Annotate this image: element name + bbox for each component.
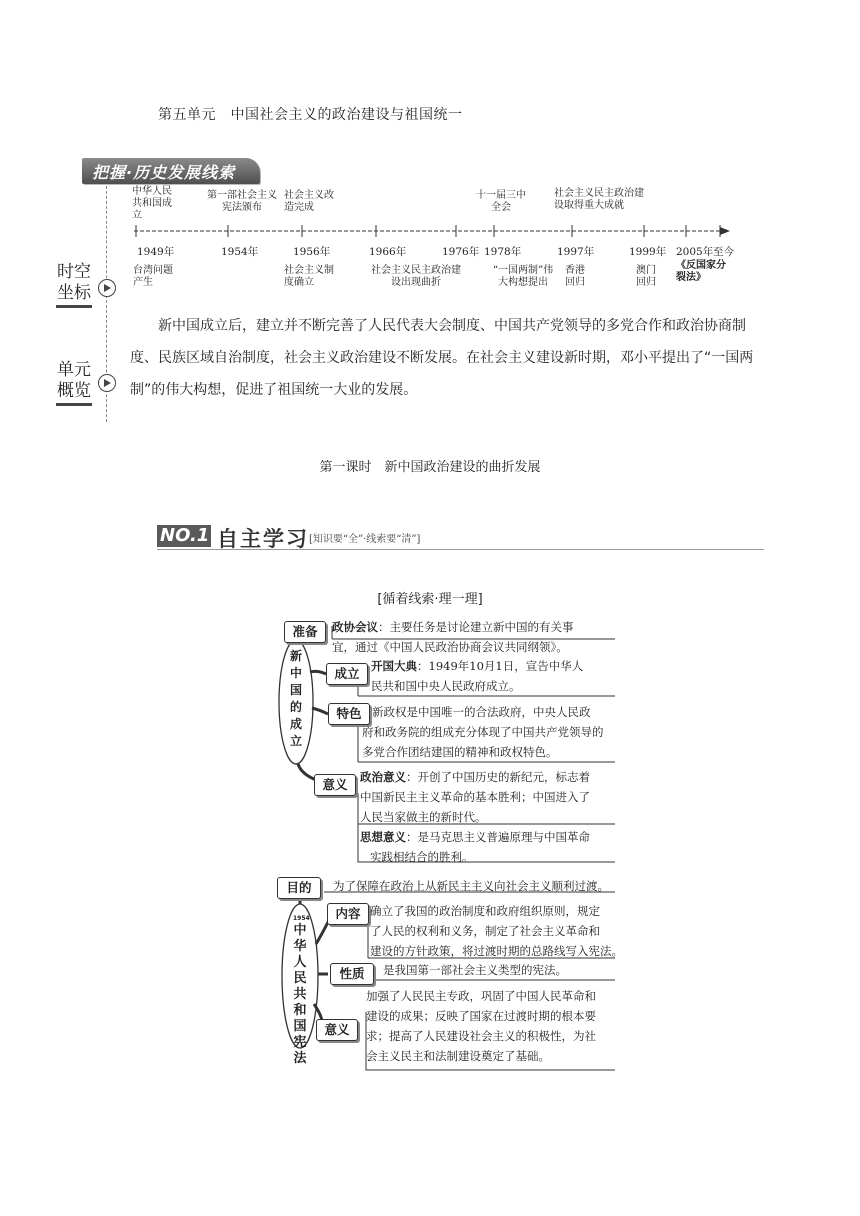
mindmap1-branch-text xyxy=(362,702,604,762)
section-badge: NO.1 xyxy=(157,525,211,547)
section-subtitle: [知识要“全”·线索要“清”] xyxy=(309,534,421,545)
mindmap-line: 确立了我国的政治制度和政府组织原则，规定 xyxy=(370,904,600,918)
mindmap1-branch-text: 政治意义：开创了中国历史的新纪元，标志着 中国新民主主义革命的基本胜利；中国进入了 人民当家做主的新时代。 思想意义：是马克思主义普遍原理与中国革命 实践相结合的胜利。 xyxy=(360,767,590,867)
timeline-bottom-event: 澳门回归 xyxy=(636,265,656,288)
mindmap-line: 新政权是中国唯一的合法政府，中央人民政 xyxy=(372,705,591,719)
side-label-overview xyxy=(54,360,94,402)
mindmap-line: 建设的方针政策，将过渡时期的总路线写入宪法。 xyxy=(370,944,623,958)
mindmap-line: 会主义民主和法制建设奠定了基础。 xyxy=(366,1049,550,1063)
mindmap2-branch-text: 为了保障在政治上从新民主主义向社会主义顺利过渡。 xyxy=(333,879,609,893)
play-icon xyxy=(98,374,116,392)
mindmap2-branch-text: 是我国第一部社会主义类型的宪法。 xyxy=(383,963,567,977)
mindmap2-branch-text xyxy=(366,986,596,1066)
mindmap-line: 实践相结合的胜利。 xyxy=(370,850,474,864)
section-title: 自主学习 xyxy=(217,527,309,551)
mindmap-line: 建设的成果；反映了国家在过渡时期的根本要 xyxy=(366,1009,596,1023)
mindmap-line: 了人民的权利和义务，制定了社会主义革命和 xyxy=(370,924,600,938)
unit-title: 第五单元 中国社会主义的政治建设与祖国统一 xyxy=(158,107,463,123)
play-icon xyxy=(98,279,116,297)
mindmap1-branch-text: 开国大典：1949年10月1日，宣告中华人 民共和国中央人民政府成立。 xyxy=(371,656,583,696)
timeline-bottom-event: 《反国家分裂法》 xyxy=(676,260,726,283)
mindmap-line: 人民当家做主的新时代。 xyxy=(360,810,487,824)
mindmap2-branch-label: 内容 xyxy=(327,903,369,925)
mindmap2-branch-label: 目的 xyxy=(277,877,321,899)
timeline-year: 1997年 xyxy=(557,246,595,258)
mindmap-line: 多党合作团结建国的精神和政权特色。 xyxy=(362,745,558,759)
timeline-top-event: 第一部社会主义宪法颁布 xyxy=(207,190,277,213)
timeline-top-event: 十一届三中全会 xyxy=(476,190,526,213)
mindmap-line: 加强了人民民主专政，巩固了中国人民革命和 xyxy=(366,989,596,1003)
mindmap2-center: 1954 中 华 人 民 共 和 国 宪 法 xyxy=(293,915,310,1066)
timeline-bottom-event: 台湾问题产生 xyxy=(133,265,173,288)
side-label-text: 单元 概览 xyxy=(57,360,91,401)
mindmap1-center: 新 中 国 的 成 立 xyxy=(289,649,302,748)
mindmap-heading: [循着线索·理一理] xyxy=(377,592,483,607)
timeline-top-event: 中华人民共和国成立 xyxy=(132,186,172,221)
timeline-top-event: 社会主义民主政治建设取得重大成就 xyxy=(554,188,644,211)
timeline-top-event: 社会主义改造完成 xyxy=(284,190,334,213)
timeline-year: 1956年 xyxy=(293,246,331,258)
timeline-bottom-event: 香港回归 xyxy=(565,265,585,288)
section-rule xyxy=(157,549,764,550)
timeline-bottom-event: 社会主义制度确立 xyxy=(284,265,334,288)
mindmap-line: 宜，通过《中国人民政治协商会议共同纲领》。 xyxy=(332,640,568,654)
timeline-year: 1966年 xyxy=(369,246,407,258)
lesson-title: 第一课时 新中国政治建设的曲折发展 xyxy=(319,460,541,475)
timeline-year: 1949年 xyxy=(137,246,175,258)
mindmap1-branch-label: 准备 xyxy=(284,621,326,643)
timeline-bottom-event: “一国两制”伟大构想提出 xyxy=(492,265,554,288)
banner-text: 把握·历史发展线索 xyxy=(92,163,236,182)
timeline-year: 1978年 xyxy=(484,246,522,258)
unit-overview-text: 新中国成立后，建立并不断完善了人民代表大会制度、中国共产党领导的多党合作和政治协商制度、民族区域自治制度，社会主义政治建设不断发展。在社会主义建设新时期，邓小平提出了“一国两制”的伟大构想，促进了祖国统一大业的发展。 xyxy=(130,318,754,398)
timeline-year: 至今 xyxy=(713,246,734,258)
mindmap1-branch-text: 政协会议：主要任务是讨论建立新中国的有关事 宜，通过《中国人民政治协商会议共同纲领》。 xyxy=(332,617,574,657)
timeline-year: 2005年 xyxy=(676,246,714,258)
side-label-timeline xyxy=(54,262,94,304)
timeline-year: 1954年 xyxy=(221,246,259,258)
mindmap-line: 求；提高了人民建设社会主义的积极性，为社 xyxy=(366,1029,596,1043)
mindmap2-branch-label: 性质 xyxy=(330,963,374,985)
timeline-bottom-event: 社会主义民主政治建设出现曲折 xyxy=(371,265,461,288)
timeline-year: 1976年 xyxy=(442,246,480,258)
mindmap2-branch-label: 意义 xyxy=(316,1019,358,1041)
mindmap1-branch-label: 成立 xyxy=(326,663,368,685)
mindmap-line: 民共和国中央人民政府成立。 xyxy=(371,679,521,693)
mindmap1-branch-label: 意义 xyxy=(314,774,356,796)
mindmap-line: 府和政务院的组成充分体现了中国共产党领导的 xyxy=(362,725,604,739)
mindmap1-branch-label: 特色 xyxy=(328,703,370,725)
mindmap2-branch-text xyxy=(370,901,623,961)
side-label-text: 时空 坐标 xyxy=(57,262,91,303)
timeline-year: 1999年 xyxy=(629,246,667,258)
mindmap-line: 中国新民主主义革命的基本胜利；中国进入了 xyxy=(360,790,590,804)
